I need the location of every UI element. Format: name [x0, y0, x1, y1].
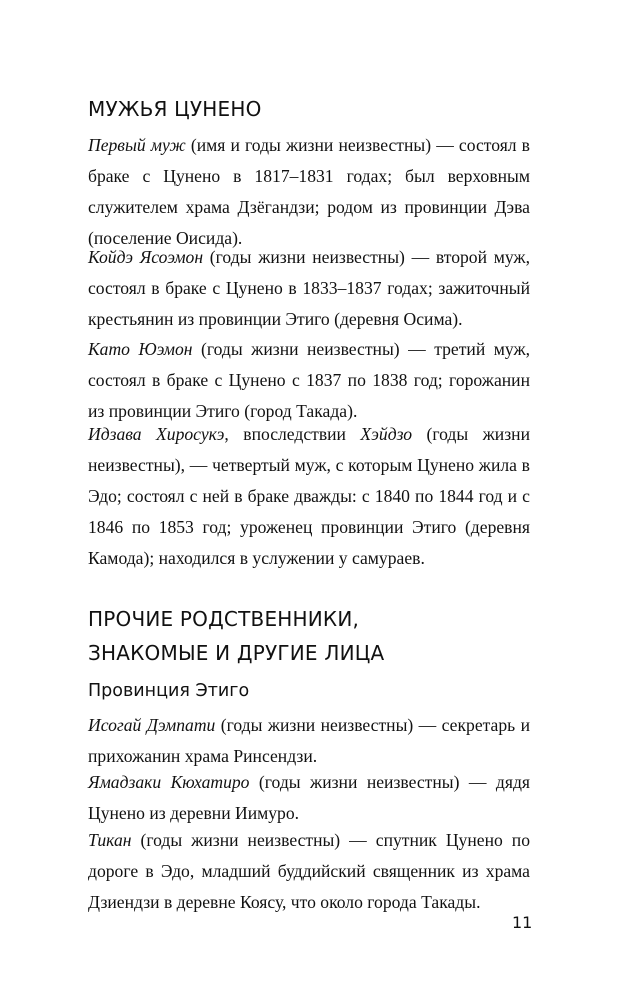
entry-kato-yuemon	[88, 334, 530, 427]
entry-idzava-hirosuke	[88, 419, 530, 574]
entry-tikan	[88, 825, 530, 918]
entry-name: Тикан	[88, 830, 132, 850]
entry-koide-yasoemon	[88, 242, 530, 335]
section-heading-relatives	[88, 602, 548, 670]
entry-text: (годы жизни неизвестны) — второй муж, состоял в браке с Цунено в 1833–1837 годах; зажиточный крестьянин из провинции Этиго (деревня Осима).	[88, 247, 530, 329]
entry-name: Ямадзаки Кюхатиро	[88, 772, 250, 792]
entry-name: Первый муж	[88, 135, 186, 155]
entry-name: Исогай Дэмпати	[88, 715, 216, 735]
entry-name: Идзава Хиросукэ	[88, 424, 225, 444]
subheading-echigo-province: Провинция Этиго	[88, 681, 250, 701]
heading-line: ПРОЧИЕ РОДСТВЕННИКИ,	[88, 607, 360, 631]
entry-yamadzaki-kyuhatiro	[88, 767, 530, 829]
page-number: 11	[512, 913, 533, 932]
entry-text-between: , впоследствии	[224, 424, 361, 444]
entry-text: (годы жизни неизвестны), — четвертый муж, с которым Цунено жила в Эдо; состоял с ней в браке дважды: с 1840 по 1844 год и с 1846 по 1853 год; уроженец провинции Этиго (деревня Камода); находился в услужении у самураев.	[88, 424, 530, 568]
heading-line: ЗНАКОМЫЕ И ДРУГИЕ ЛИЦА	[88, 641, 385, 665]
entry-name: Като Юэмон	[88, 339, 193, 359]
entry-text: (годы жизни неизвестны) — третий муж, состоял в браке с Цунено с 1837 по 1838 год; горожанин из провинции Этиго (город Такада).	[88, 339, 530, 421]
entry-text: (годы жизни неизвестны) — секретарь и прихожанин храма Ринсендзи.	[88, 715, 530, 766]
entry-text: (годы жизни неизвестны) — дядя Цунено из деревни Иимуро.	[88, 772, 530, 823]
entry-first-husband	[88, 130, 530, 254]
entry-text: (имя и годы жизни неизвестны) — состоял в браке с Цунено в 1817–1831 годах; был верховным служителем храма Дзёгандзи; родом из провинции Дэва (поселение Оисида).	[88, 135, 530, 248]
entry-alt-name: Хэйдзо	[360, 424, 413, 444]
entry-name: Койдэ Ясоэмон	[88, 247, 204, 267]
entry-text: (годы жизни неизвестны) — спутник Цунено по дороге в Эдо, младший буддийский священник из храма Дзиендзи в деревне Коясу, что около города Такады.	[88, 830, 530, 912]
entry-isogai-dempati	[88, 710, 530, 772]
section-heading-husbands: МУЖЬЯ ЦУНЕНО	[88, 97, 262, 121]
